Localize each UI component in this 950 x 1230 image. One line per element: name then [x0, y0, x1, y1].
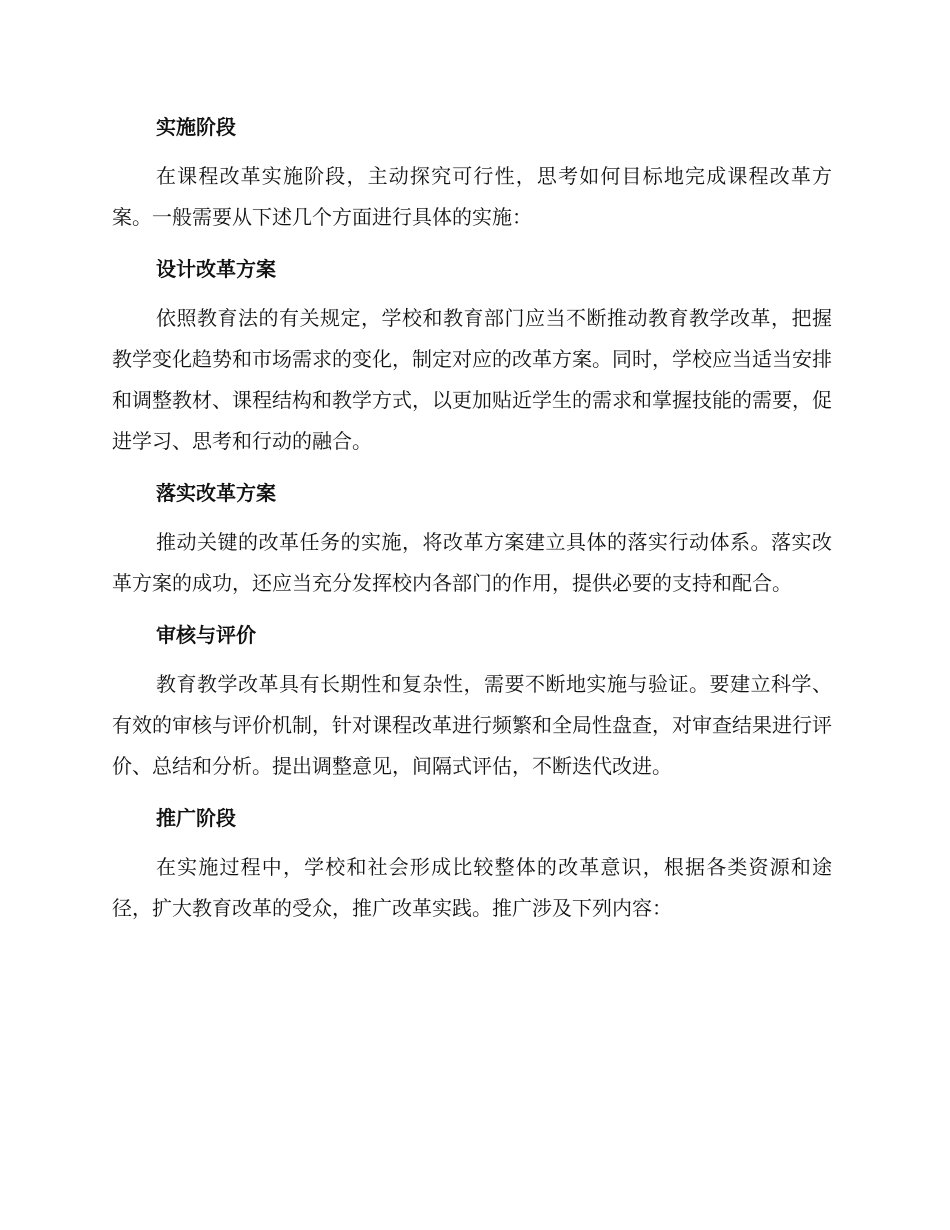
section-paragraph-review-evaluation: 教育教学改革具有长期性和复杂性，需要不断地实施与验证。要建立科学、有效的审核与评价机制，针对课程改革进行频繁和全局性盘查，对审查结果进行评价、总结和分析。提出调整意见，间隔式评估，不断迭代改进。 — [112, 672, 832, 778]
section-paragraph-implementation: 在课程改革实施阶段，主动探究可行性，思考如何目标地完成课程改革方案。一般需要从下述几个方面进行具体的实施： — [112, 164, 832, 229]
section-paragraph-execute-plan: 推动关键的改革任务的实施，将改革方案建立具体的落实行动体系。落实改革方案的成功，还应当充分发挥校内各部门的作用，提供必要的支持和配合。 — [112, 530, 832, 595]
section-heading-design-plan: 设计改革方案 — [156, 257, 276, 281]
section-paragraph-design-plan: 依照教育法的有关规定，学校和教育部门应当不断推动教育教学改革，把握教学变化趋势和市场需求的变化，制定对应的改革方案。同时，学校应当适当安排和调整教材、课程结构和教学方式，以更加贴近学生的需求和掌握技能的需要，促进学习、思考和行动的融合。 — [112, 306, 832, 453]
document-content — [112, 104, 832, 937]
section-heading-execute-plan: 落实改革方案 — [156, 481, 276, 505]
section-heading-implementation: 实施阶段 — [156, 115, 236, 139]
section-paragraph-promotion: 在实施过程中，学校和社会形成比较整体的改革意识，根据各类资源和途径，扩大教育改革的受众，推广改革实践。推广涉及下列内容： — [112, 855, 832, 920]
section-heading-promotion: 推广阶段 — [156, 806, 236, 830]
section-heading-review-evaluation: 审核与评价 — [156, 623, 256, 647]
